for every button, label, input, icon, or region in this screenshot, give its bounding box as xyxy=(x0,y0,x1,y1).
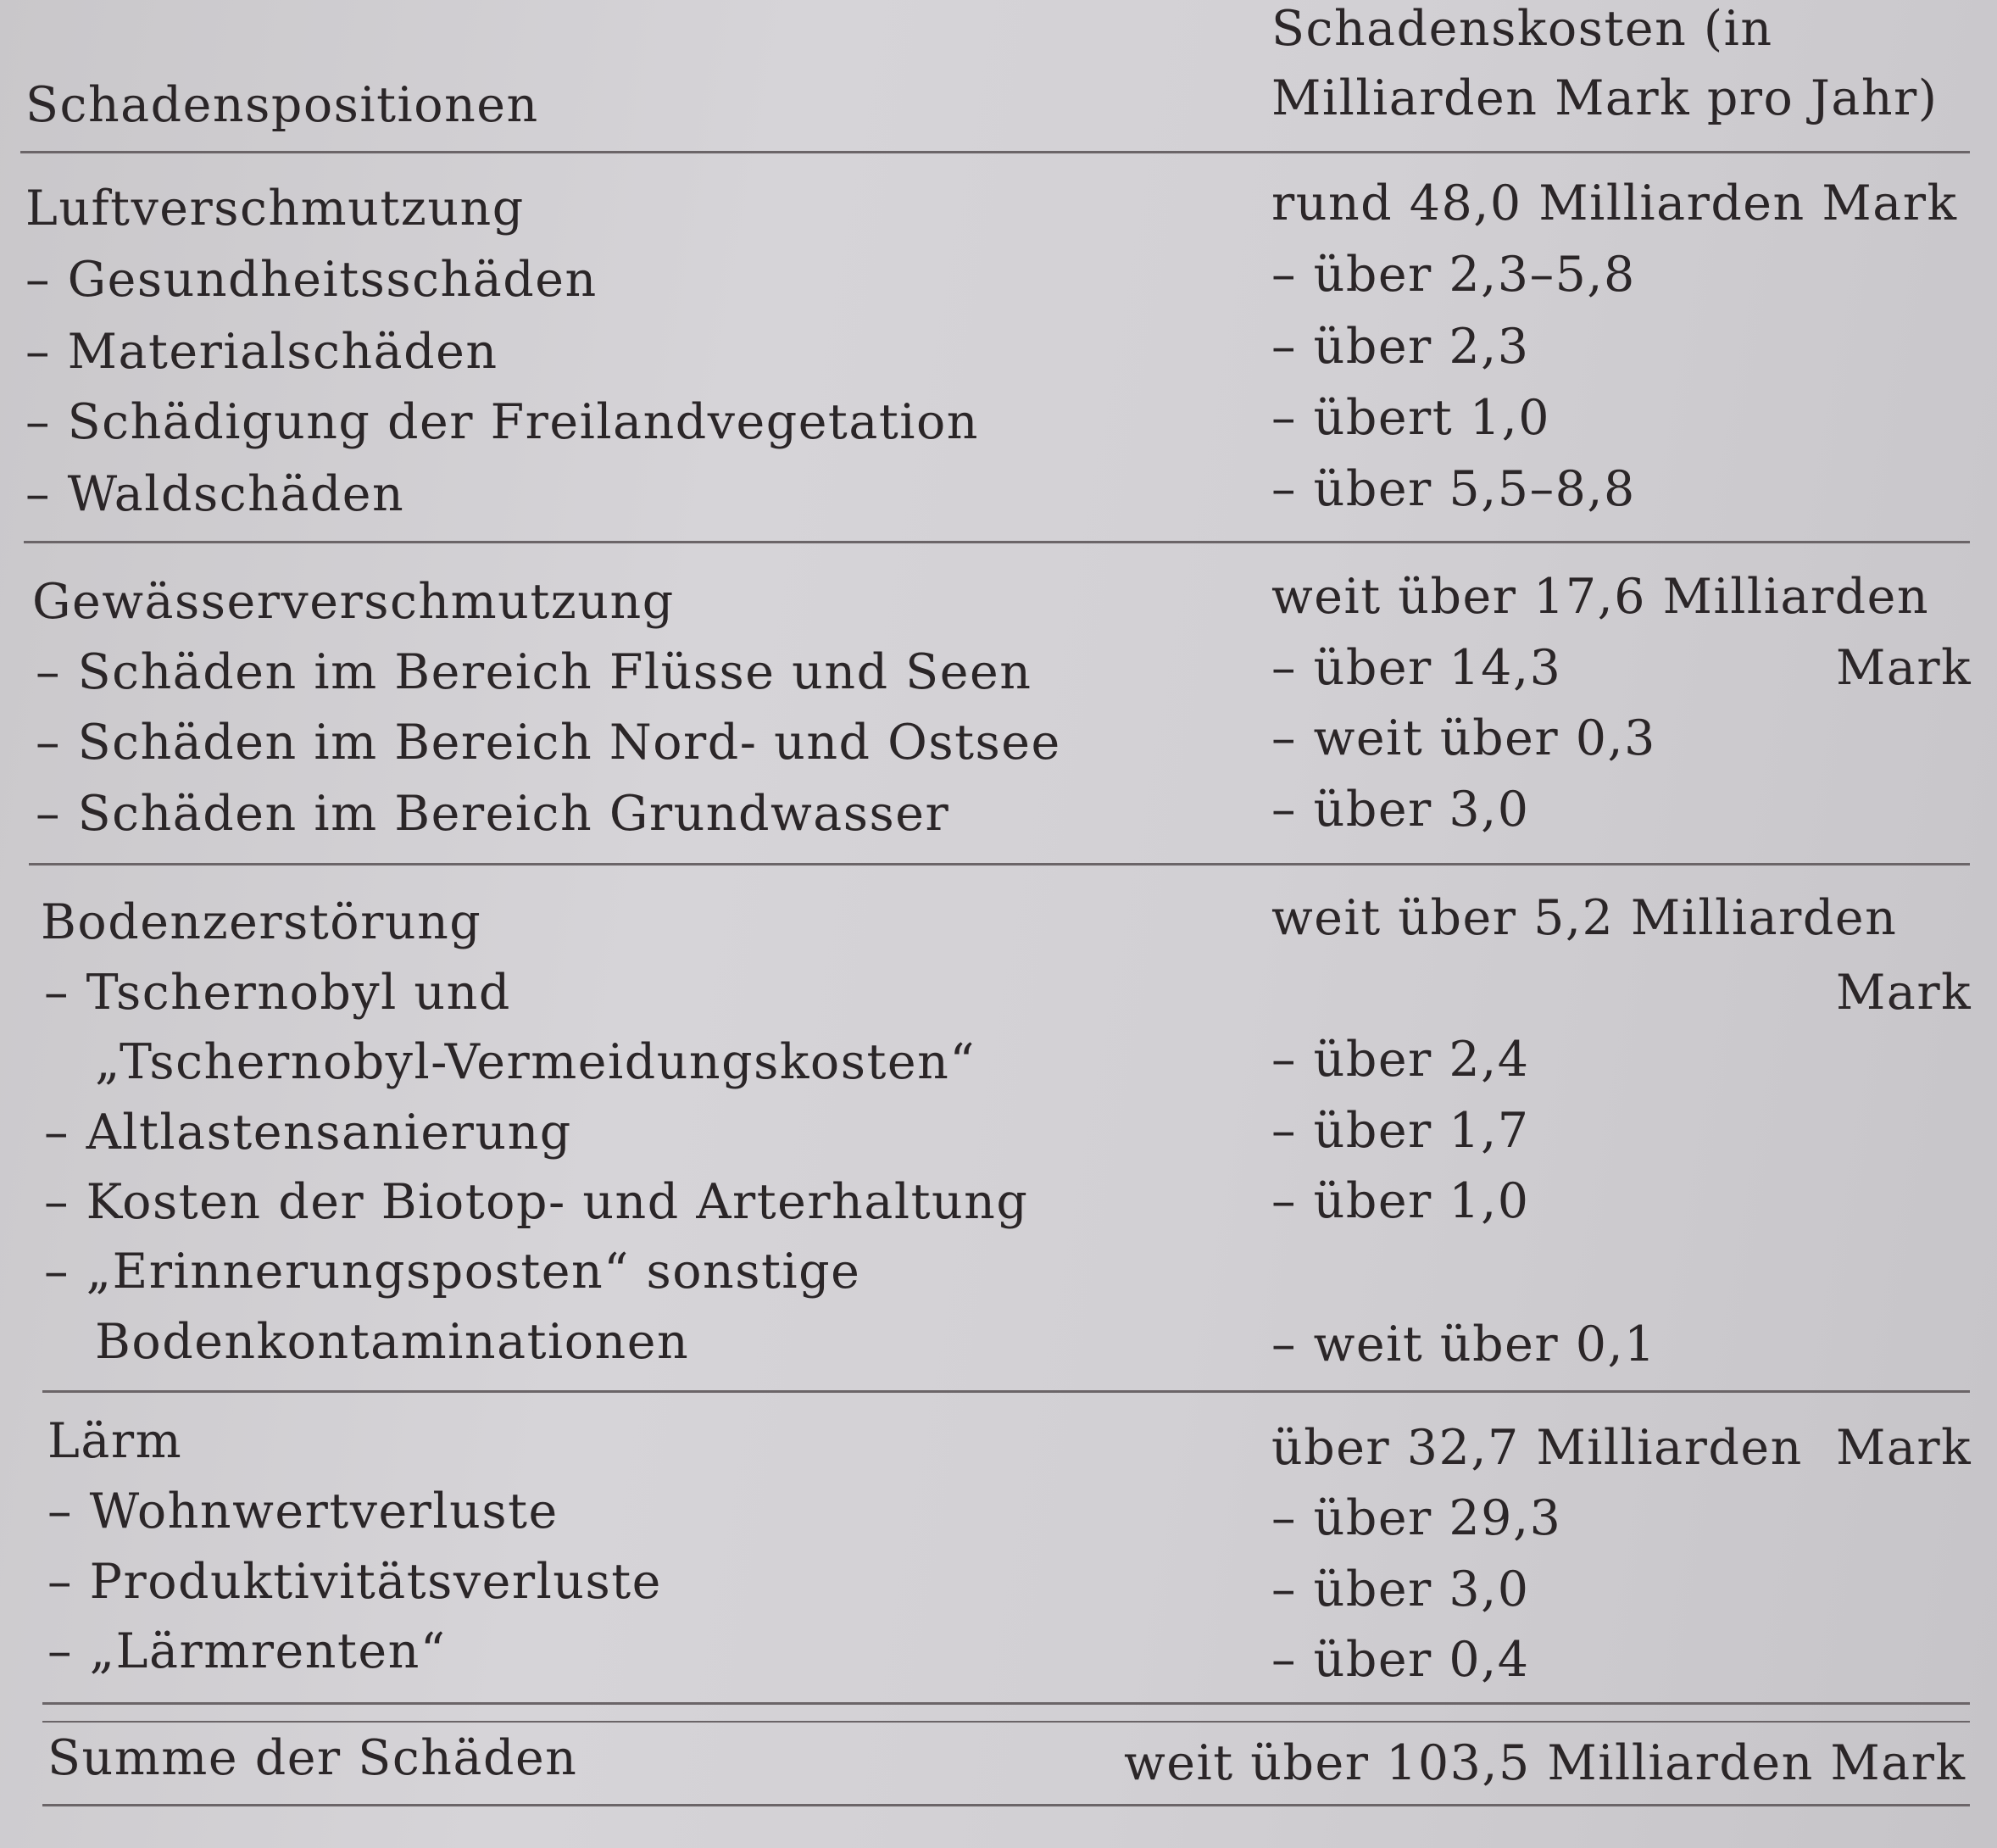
item-label: – „Lärmrenten“ xyxy=(47,1623,447,1679)
item-label-cont: „Tschernobyl-Vermeidungskosten“ xyxy=(95,1034,976,1090)
item-value: – weit über 0,1 xyxy=(1271,1316,1656,1372)
section-rule-double xyxy=(42,1721,1970,1723)
item-value: – über 2,3–5,8 xyxy=(1271,247,1636,303)
item-value: – über 14,3 xyxy=(1271,640,1562,696)
item-value: – über 2,3 xyxy=(1271,319,1530,375)
summary-value: weit über 103,5 Milliarden Mark xyxy=(1124,1735,1966,1791)
item-label: – Schädigung der Freilandvegetation xyxy=(25,394,979,450)
item-label: – Schäden im Bereich Nord- und Ostsee xyxy=(36,715,1061,771)
item-label: – Materialschäden xyxy=(25,324,498,380)
item-value: – über 0,4 xyxy=(1271,1632,1530,1688)
section-total-noise-cont: Mark xyxy=(1836,1420,1972,1476)
section-title-air: Luftverschmutzung xyxy=(25,181,525,237)
section-rule xyxy=(29,863,1970,866)
section-total-soil-cont: Mark xyxy=(1836,965,1972,1021)
section-total-air: rund 48,0 Milliarden Mark xyxy=(1271,175,1958,231)
summary-rule xyxy=(42,1804,1970,1806)
header-rule xyxy=(20,151,1970,153)
section-rule xyxy=(24,541,1970,543)
item-value: – über 5,5–8,8 xyxy=(1271,461,1636,517)
item-label: – Wohnwertverluste xyxy=(47,1483,559,1539)
item-label: – Schäden im Bereich Grundwasser xyxy=(36,786,950,842)
section-title-soil: Bodenzerstörung xyxy=(41,894,482,950)
item-label: – Schäden im Bereich Flüsse und Seen xyxy=(36,644,1032,700)
item-value: – über 1,0 xyxy=(1271,1173,1530,1229)
section-total-noise: über 32,7 Milliarden xyxy=(1271,1420,1803,1476)
item-label: – Gesundheitsschäden xyxy=(25,252,598,308)
section-title-water: Gewässerverschmutzung xyxy=(32,574,675,630)
item-label: – „Erinnerungsposten“ sonstige xyxy=(44,1244,861,1300)
item-label: – Kosten der Biotop- und Arterhaltung xyxy=(44,1174,1029,1230)
item-label: – Altlastensanierung xyxy=(44,1105,572,1161)
item-value: – über 3,0 xyxy=(1271,782,1530,838)
summary-label: Summe der Schäden xyxy=(47,1730,578,1786)
item-label: – Waldschäden xyxy=(25,466,405,522)
section-title-noise: Lärm xyxy=(47,1413,183,1469)
header-cost-line2: Milliarden Mark pro Jahr) xyxy=(1271,70,1939,126)
item-value: – über 3,0 xyxy=(1271,1561,1530,1617)
section-total-water-cont: Mark xyxy=(1836,640,1972,696)
section-total-water: weit über 17,6 Milliarden xyxy=(1271,569,1930,625)
item-label-cont: Bodenkontaminationen xyxy=(95,1314,690,1370)
item-value: – über 1,7 xyxy=(1271,1103,1530,1159)
header-positions: Schadenspositionen xyxy=(25,77,539,133)
section-rule xyxy=(42,1702,1970,1705)
section-rule xyxy=(42,1390,1970,1393)
item-value: – weit über 0,3 xyxy=(1271,710,1656,766)
header-cost-line1: Schadenskosten (in xyxy=(1271,1,1773,57)
item-label: – Produktivitätsverluste xyxy=(47,1554,662,1610)
item-label: – Tschernobyl und xyxy=(44,965,511,1021)
item-value: – über 29,3 xyxy=(1271,1490,1562,1546)
item-value: – übert 1,0 xyxy=(1271,390,1550,446)
item-value: – über 2,4 xyxy=(1271,1032,1530,1088)
section-total-soil: weit über 5,2 Milliarden xyxy=(1271,890,1898,946)
